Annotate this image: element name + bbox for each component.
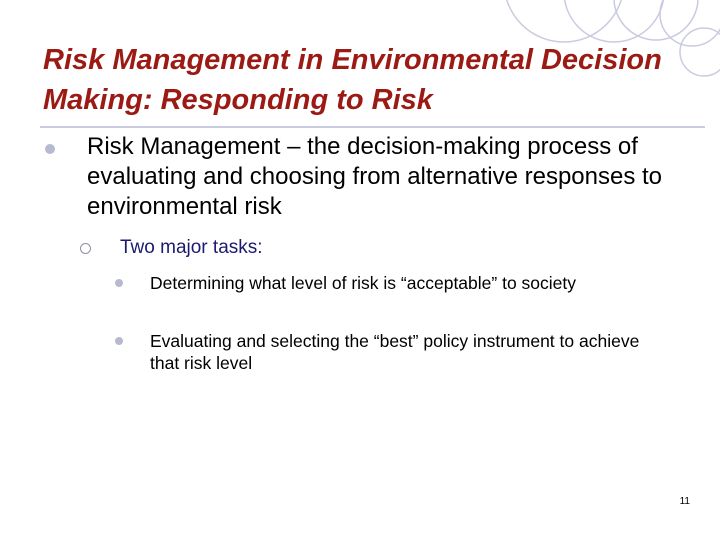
bullet-level3-text: Evaluating and selecting the “best” policy instrument to achieve that risk level — [150, 331, 640, 373]
bullet-ring-icon — [80, 243, 91, 254]
deco-circle-1 — [504, 0, 624, 42]
page-number: 11 — [679, 496, 690, 507]
bullet-dot-icon — [45, 144, 55, 154]
title-divider — [40, 126, 705, 128]
bullet-dot-icon — [115, 337, 123, 345]
bullet-dot-icon — [115, 279, 123, 287]
bullet-level2-text: Two major tasks: — [120, 237, 263, 258]
bullet-level3-text: Determining what level of risk is “acceptable” to society — [150, 273, 577, 293]
deco-circle-2 — [564, 0, 664, 42]
bullet-level1-text: Risk Management – the decision-making process of evaluating and choosing from alternative responses to environmental risk — [87, 133, 663, 220]
slide-title: Risk Management in Environmental Decision Making: Responding to Risk — [43, 44, 662, 116]
